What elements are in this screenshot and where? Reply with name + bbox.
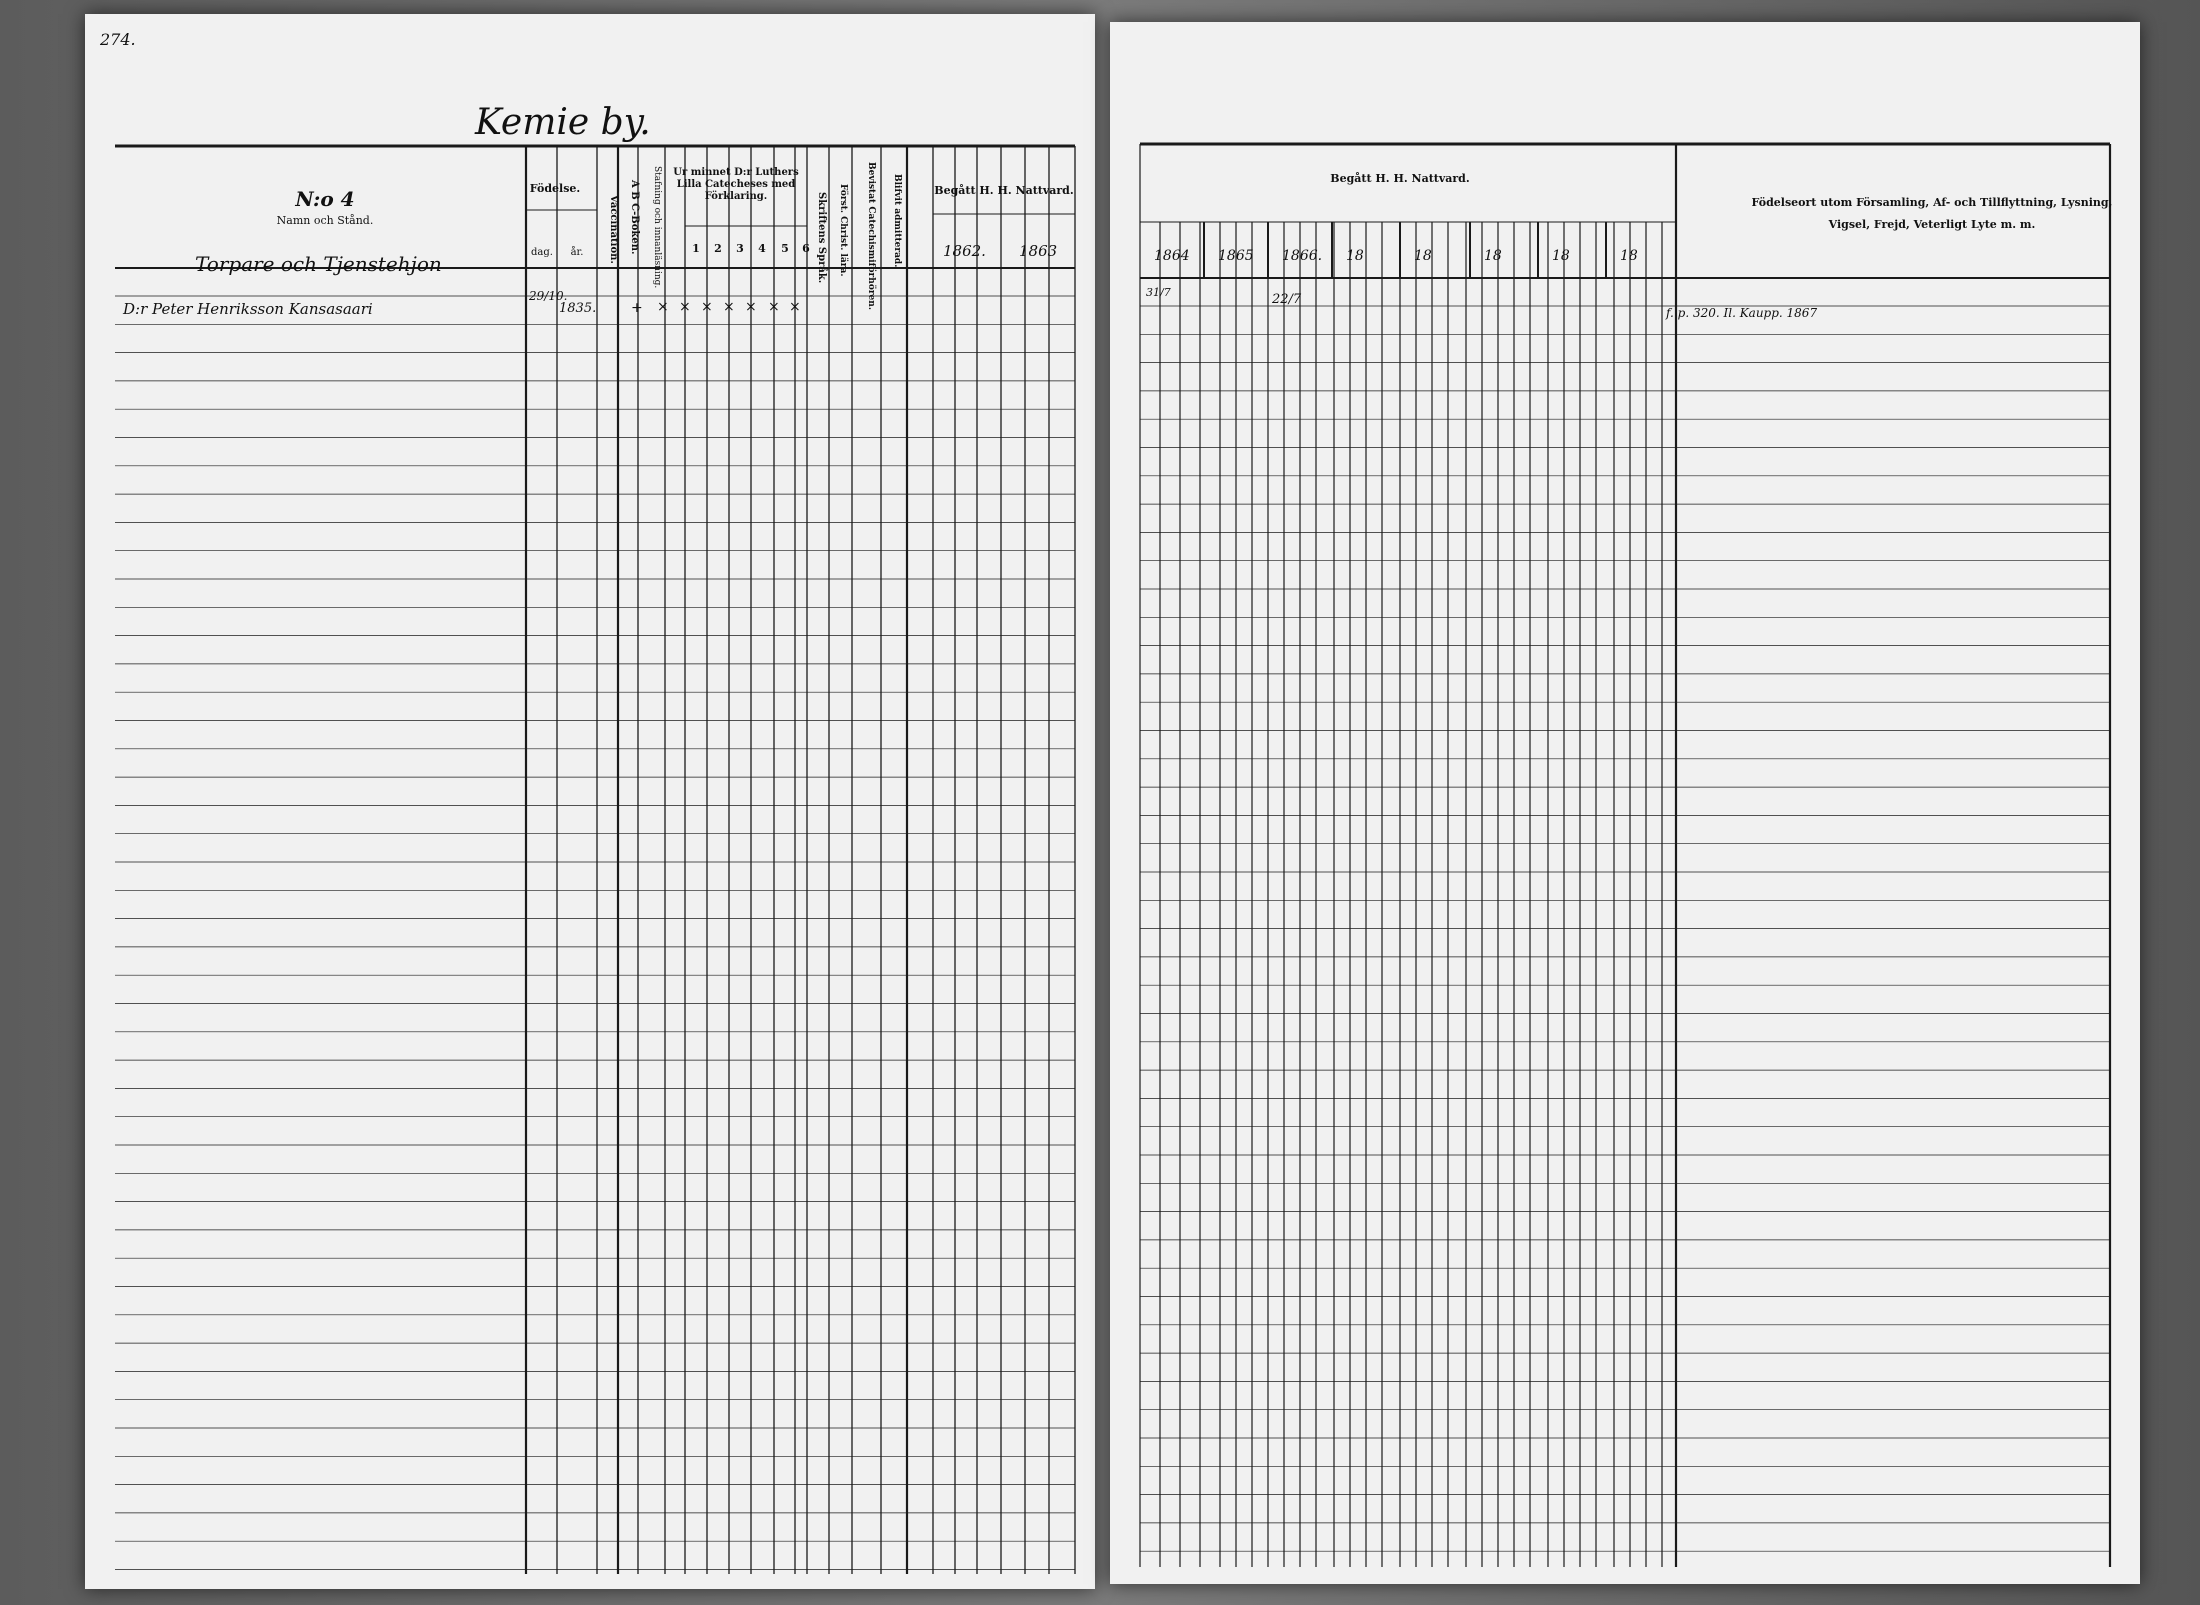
right-register-page [1110, 22, 2140, 1584]
catechism-number-1: 1 [692, 242, 700, 255]
catechism-mark: × [768, 299, 780, 315]
catechism-attendance-header: Bevistat Catechismiförhören. [866, 162, 876, 310]
catechism-number-5: 5 [781, 242, 789, 255]
birth-year-header: år. [570, 247, 584, 258]
communion-year: 1864 [1154, 248, 1190, 264]
catechism-mark: × [745, 299, 757, 315]
entry-communion-1864: 31/7 [1146, 286, 1171, 299]
catechism-mark: × [679, 299, 691, 315]
communion-year: 18 [1414, 248, 1432, 264]
catechism-mark: × [789, 299, 801, 315]
household-title: Torpare och Tjenstehjon [195, 252, 442, 276]
catechism-number-3: 3 [736, 242, 744, 255]
vaccination-header: Vaccination. [608, 194, 619, 264]
abc-book-header: A B C-Boken. [629, 179, 640, 255]
communion-year: 18 [1620, 248, 1638, 264]
year-1863: 1863 [1019, 242, 1058, 260]
name-column-header: Namn och Stånd. [276, 214, 374, 227]
communion-year: 18 [1552, 248, 1570, 264]
communion-year: 1866. [1282, 248, 1323, 264]
catechism-mark: × [701, 299, 713, 315]
birth-header: Födelse. [529, 182, 581, 195]
catechism-number-4: 4 [758, 242, 766, 255]
christian-doctrine-header: Först. Christ. lära. [838, 184, 848, 277]
entry-note: f. p. 320. Il. Kaupp. 1867 [1666, 306, 1818, 320]
page-number: 274. [100, 30, 136, 49]
year-1862: 1862. [943, 242, 986, 260]
catechism-mark: × [723, 299, 735, 315]
entry-communion-1866: 22/7 [1272, 292, 1302, 307]
left-register-page [85, 14, 1095, 1589]
catechism-header: Ur minnet D:r Luthers Lilla Catecheses med Förklaring. [673, 167, 799, 202]
scripture-header: Skriftens Språk. [816, 192, 827, 284]
entry-vaccination: + [631, 300, 643, 316]
communion-year: 1865 [1218, 248, 1254, 264]
admitted-header: Blifvit admitterad. [892, 174, 902, 268]
birth-day-header: dag. [531, 247, 553, 258]
reading-header: Stafning och innanläsning. [652, 166, 662, 289]
entry-name: D:r Peter Henriksson Kansasaari [123, 300, 373, 318]
catechism-number-2: 2 [714, 242, 722, 255]
communion-header: Begått H. H. Nattvard. [934, 184, 1074, 197]
communion-header-right: Begått H. H. Nattvard. [1330, 172, 1470, 185]
entry-birth-day: 29/10. [529, 289, 568, 303]
household-number: N:o 4 [295, 187, 355, 211]
village-name: Kemie by. [475, 102, 651, 143]
communion-year: 18 [1484, 248, 1502, 264]
communion-year: 18 [1346, 248, 1364, 264]
notes-header: Födelseort utom Församling, Af- och Tillflyttning, Lysning, Vigsel, Frejd, Veterligt Lyte m. m. [1751, 196, 2113, 231]
entry-birth-year: 1835. [559, 301, 597, 316]
catechism-mark: × [657, 299, 669, 315]
catechism-number-6: 6 [802, 242, 810, 255]
